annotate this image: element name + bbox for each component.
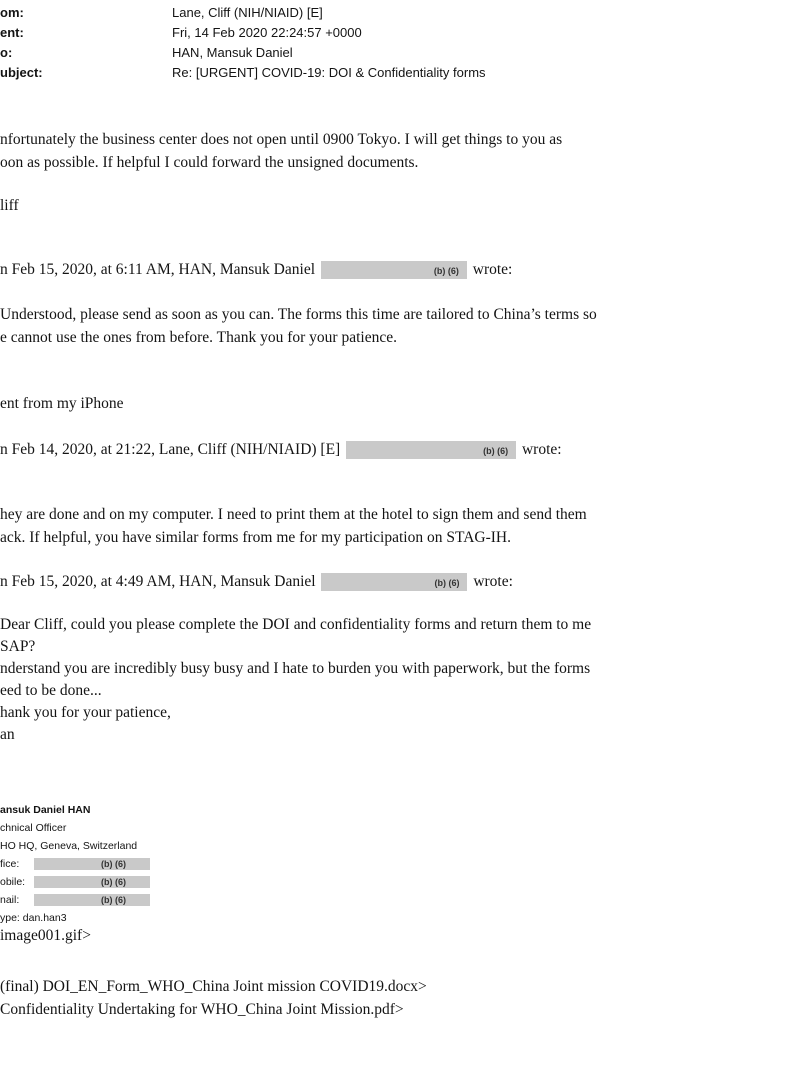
body-line: an [0, 726, 15, 743]
body-line: Understood, please send as soon as you can. The forms this time are tailored to China’s terms so [0, 306, 597, 323]
subject-value: Re: [URGENT] COVID-19: DOI & Confidentiality forms [172, 65, 486, 80]
signature-email-label: nail: [0, 894, 20, 906]
body-line: nderstand you are incredibly busy busy and I hate to burden you with paperwork, but the forms [0, 660, 591, 677]
quote-intro-2 [0, 440, 562, 459]
quote-intro-1 [0, 260, 512, 279]
body-line: ack. If helpful, you have similar forms from me for my participation on STAG-IH. [0, 529, 511, 546]
quote-intro-3 [0, 572, 513, 591]
sent-label: ent: [0, 25, 24, 40]
body-line: e cannot use the ones from before. Thank you for your patience. [0, 329, 397, 346]
signature-org: HO HQ, Geneva, Switzerland [0, 840, 138, 852]
signature-mobile-label: obile: [0, 876, 26, 888]
body-line: SAP? [0, 638, 36, 655]
quote-intro-wrote: wrote: [473, 573, 513, 590]
attachment-doc[interactable]: (final) DOI_EN_Form_WHO_China Joint mission COVID19.docx> [0, 978, 427, 995]
to-value: HAN, Mansuk Daniel [172, 45, 293, 60]
signoff: liff [0, 197, 19, 214]
redaction-code: (b) (6) [433, 266, 459, 277]
subject-label: ubject: [0, 65, 43, 80]
sent-from: ent from my iPhone [0, 395, 124, 412]
body-line: eed to be done... [0, 682, 102, 699]
quote-intro-text: n Feb 15, 2020, at 4:49 AM, HAN, Mansuk Daniel [0, 573, 316, 590]
redaction-box [321, 261, 467, 279]
quote-intro-text: n Feb 15, 2020, at 6:11 AM, HAN, Mansuk Daniel [0, 261, 316, 278]
body-line: hey are done and on my computer. I need to print them at the hotel to sign them and send them [0, 506, 587, 523]
quote-intro-wrote: wrote: [521, 441, 562, 458]
signature-title: chnical Officer [0, 822, 67, 834]
redaction-box [34, 858, 150, 870]
quote-intro-wrote: wrote: [472, 261, 513, 278]
body-line: hank you for your patience, [0, 704, 171, 721]
attachment-image[interactable]: image001.gif> [0, 927, 91, 944]
from-value: Lane, Cliff (NIH/NIAID) [E] [172, 5, 323, 20]
signature-office-label: fice: [0, 858, 20, 870]
signature-name: ansuk Daniel HAN [0, 804, 91, 816]
redaction-box [34, 876, 150, 888]
redaction-code: (b) (6) [483, 446, 509, 457]
quote-intro-text: n Feb 14, 2020, at 21:22, Lane, Cliff (NIH/NIAID) [E] [0, 441, 341, 458]
redaction-code: (b) (6) [101, 859, 126, 869]
body-line: Dear Cliff, could you please complete the DOI and confidentiality forms and return them to me [0, 616, 592, 633]
signature-skype: ype: dan.han3 [0, 912, 67, 924]
redaction-box [34, 894, 150, 906]
body-line: nfortunately the business center does not open until 0900 Tokyo. I will get things to you as [0, 131, 563, 148]
from-label: om: [0, 5, 24, 20]
redaction-code: (b) (6) [101, 895, 126, 905]
attachment-pdf[interactable]: Confidentiality Undertaking for WHO_China Joint Mission.pdf> [0, 1001, 404, 1018]
redaction-code: (b) (6) [434, 578, 460, 589]
redaction-box [321, 573, 467, 591]
redaction-box [346, 441, 516, 459]
redaction-code: (b) (6) [101, 877, 126, 887]
body-line: oon as possible. If helpful I could forward the unsigned documents. [0, 154, 419, 171]
sent-value: Fri, 14 Feb 2020 22:24:57 +0000 [172, 25, 362, 40]
to-label: o: [0, 45, 13, 60]
